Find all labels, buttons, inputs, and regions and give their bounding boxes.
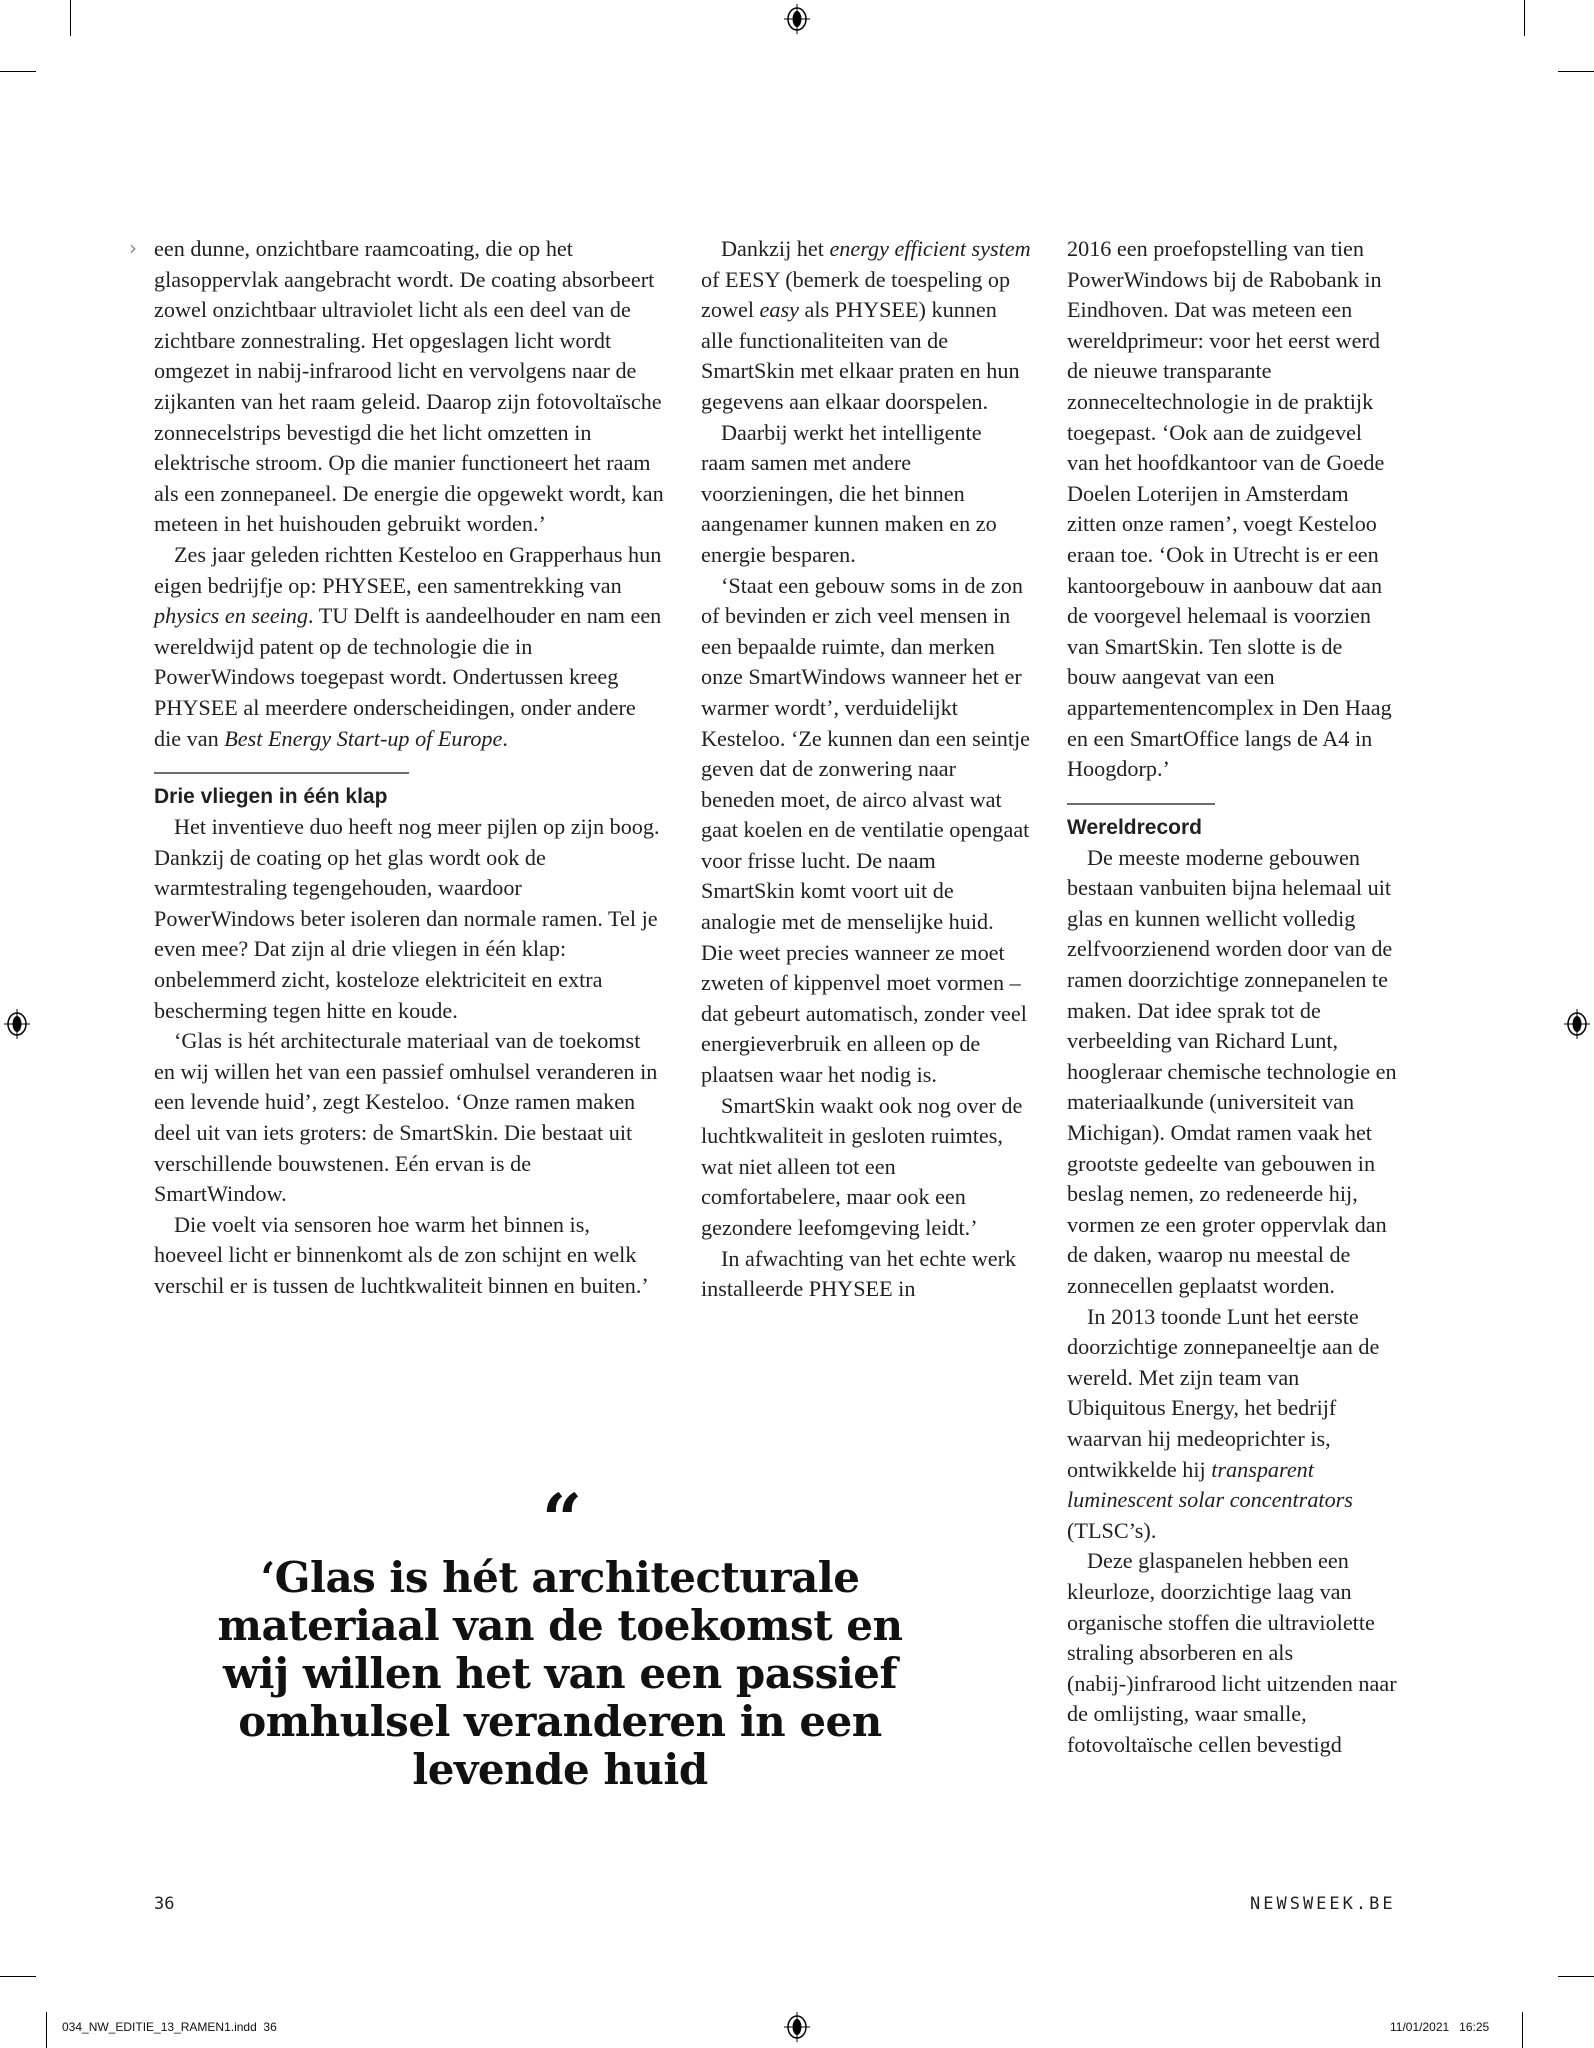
crop-mark-top-left-v — [70, 0, 71, 36]
crop-mark-top-right-v — [1524, 0, 1525, 36]
chevron-right-icon: › — [129, 236, 137, 260]
article-column-1 — [154, 234, 664, 1302]
crop-mark-top-right-h — [1558, 71, 1594, 72]
article-column-3 — [1067, 234, 1397, 1761]
crop-mark-bottom-right-h — [1558, 1976, 1594, 1977]
paragraph: In 2013 toonde Lunt het eerste doorzichtige zonnepaneeltje aan de wereld. Met zijn team van Ubiquitous Energy, het bedrijf waarvan hij medeoprichter is, ontwikkelde hij transparent luminescent solar concentrators (TLSC’s). — [1067, 1303, 1380, 1543]
section-divider — [1067, 803, 1215, 805]
pull-quote — [200, 1490, 920, 1794]
crop-mark-top-left-h — [0, 71, 36, 72]
publication-site: NEWSWEEK.BE — [1250, 1894, 1396, 1914]
crop-mark-bottom-left-v — [46, 2012, 47, 2048]
paragraph: De meeste moderne gebouwen bestaan vanbuiten bijna helemaal uit glas en kunnen wellicht volledig zelfvoorzienend worden door van de ramen doorzichtige zonnepanelen te maken. Dat idee sprak tot de verbeelding van Richard Lunt, hoogleraar chemische technologie en materiaalkunde (universiteit van Michigan). Omdat ramen vaak het grootste gedeelte van gebouwen in beslag nemen, zo redeneerde hij, vormen ze een groter oppervlak dan de daken, waarop nu meestal de zonnecellen geplaatst worden. — [1067, 844, 1397, 1298]
paragraph: ‘Glas is hét architecturale materiaal van de toekomst en wij willen het van een passief omhulsel veranderen in een levende huid’, zegt Kesteloo. ‘Onze ramen maken deel uit van iets groters: de SmartSkin. Die bestaat uit verschillende bouwstenen. Eén ervan is de SmartWindow. — [154, 1028, 658, 1207]
registration-mark-icon — [4, 1009, 30, 1039]
crop-mark-bottom-left-h — [0, 1976, 36, 1977]
paragraph: Die voelt via sensoren hoe warm het binnen is, hoeveel licht er binnenkomt als de zon schijnt en welk verschil er is tussen de luchtkwaliteit binnen en buiten.’ — [154, 1211, 649, 1298]
registration-mark-icon — [1564, 1009, 1590, 1039]
paragraph: Daarbij werkt het intelligente raam samen met andere voorzieningen, die het binnen aangenamer kunnen maken en zo energie besparen. — [701, 419, 997, 567]
paragraph: SmartSkin waakt ook nog over de luchtkwaliteit in gesloten ruimtes, wat niet alleen tot een comfortabelere, maar ook een gezondere leefomgeving leidt.’ — [701, 1092, 1023, 1240]
crop-mark-bottom-right-v — [1522, 2012, 1523, 2048]
page-number: 36 — [154, 1894, 175, 1914]
registration-mark-icon — [784, 4, 810, 34]
slug-filename: 034_NW_EDITIE_13_RAMEN1.indd 36 — [62, 2020, 277, 2034]
section-divider — [154, 772, 409, 774]
section-heading: Drie vliegen in één klap — [154, 785, 388, 809]
paragraph: Zes jaar geleden richtten Kesteloo en Grapperhaus hun eigen bedrijfje op: PHYSEE, een samentrekking van physics en seeing. TU Delft is aandeelhouder en nam een wereldwijd patent op de technologie die in PowerWindows toegepast wordt. Ondertussen kreeg PHYSEE al meerdere onderscheidingen, onder andere die van Best Energy Start-up of Europe. — [154, 541, 662, 751]
quote-mark-icon: “ — [541, 1490, 579, 1544]
pull-quote-text: ‘Glas is hét architecturale materiaal van de toekomst en wij willen het van een passief omhulsel veranderen in een levende huid — [217, 1553, 903, 1794]
paragraph: Het inventieve duo heeft nog meer pijlen op zijn boog. Dankzij de coating op het glas wordt ook de warmtestraling tegengehouden, waardoor PowerWindows beter isoleren dan normale ramen. Tel je even mee? Dat zijn al drie vliegen in één klap: onbelemmerd zicht, kosteloze elektriciteit en extra bescherming tegen hitte en koude. — [154, 814, 660, 1023]
registration-mark-icon — [784, 2012, 810, 2042]
paragraph: In afwachting van het echte werk installeerde PHYSEE in — [701, 1245, 1017, 1302]
paragraph: Dankzij het energy efficient system of EESY (bemerk de toespeling op zowel easy als PHYSEE) kunnen alle functionaliteiten van de SmartSkin met elkaar praten en hun gegevens aan elkaar doorspelen. — [701, 236, 1031, 414]
paragraph: een dunne, onzichtbare raamcoating, die op het glasoppervlak aangebracht wordt. De coating absorbeert zowel onzichtbaar ultraviolet licht als een deel van de zichtbare zonnestraling. Het opgeslagen licht wordt omgezet in nabij-infrarood licht en vervolgens naar de zijkanten van het raam geleid. Daarop zijn fotovoltaïsche zonnecelstrips bevestigd die het licht omzetten in elektrische stroom. Op die manier functioneert het raam als een zonnepaneel. De energie die opgewekt wordt, kan meteen in het huishouden gebruikt worden.’ — [154, 236, 664, 537]
article-column-2 — [701, 234, 1031, 1305]
paragraph: ‘Staat een gebouw soms in de zon of bevinden er zich veel mensen in een bepaalde ruimte, dan merken onze SmartWindows wanneer het er warmer wordt’, verduidelijkt Kesteloo. ‘Ze kunnen dan een seintje geven dat de zonwering naar beneden moet, de airco alvast wat gaat koelen en de ventilatie opengaat voor frisse lucht. De naam SmartSkin komt voort uit de analogie met de menselijke huid. Die weet precies wanneer ze moet zweten of kippenvel moet vormen – dat gebeurt automatisch, zonder veel energieverbruik en alleen op de plaatsen waar het nodig is. — [701, 572, 1030, 1088]
paragraph: Deze glaspanelen hebben een kleurloze, doorzichtige laag van organische stoffen die ultraviolette straling absorberen en als (nabij-)infrarood licht uitzenden naar de omlijsting, waar smalle, fotovoltaïsche cellen bevestigd — [1067, 1548, 1397, 1757]
paragraph: 2016 een proefopstelling van tien PowerWindows bij de Rabobank in Eindhoven. Dat was meteen een wereldprimeur: voor het eerst werd de nieuwe transparante zonneceltechnologie in de praktijk toegepast. ‘Ook aan de zuidgevel van het hoofdkantoor van de Goede Doelen Loterijen in Amsterdam zitten onze ramen’, voegt Kesteloo eraan toe. ‘Ook in Utrecht is er een kantoorgebouw in aanbouw dat aan de voorgevel helemaal is voorzien van SmartSkin. Ten slotte is de bouw aangevat van een appartementencomplex in Den Haag en een SmartOffice langs de A4 in Hoogdorp.’ — [1067, 236, 1392, 782]
slug-datetime: 11/01/2021 16:25 — [1390, 2020, 1490, 2034]
section-heading: Wereldrecord — [1067, 815, 1202, 839]
